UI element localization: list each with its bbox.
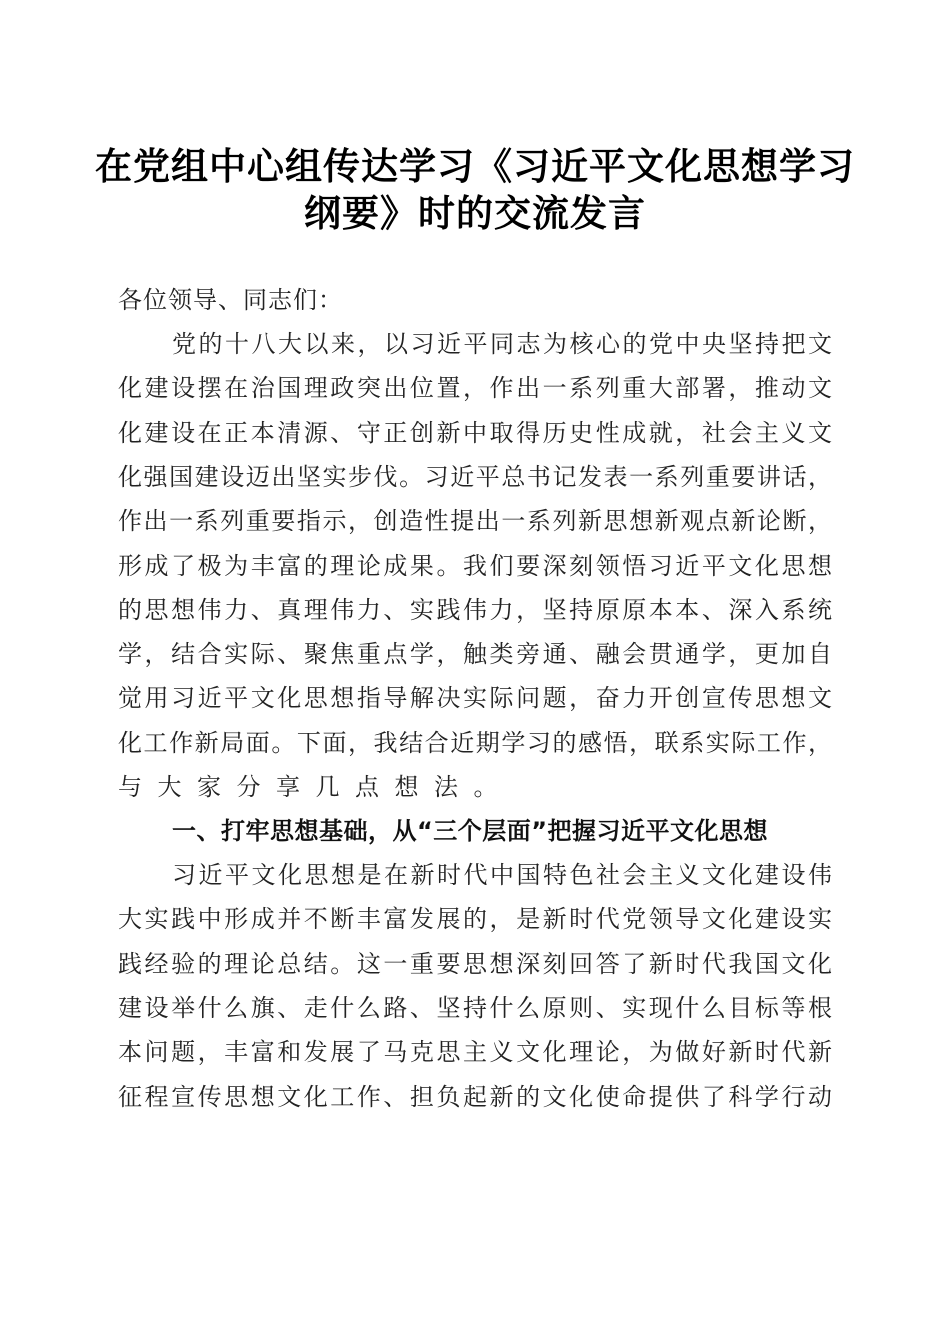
- text-line: 大实践中形成并不断丰富发展的，是新时代党领导文化建设实: [118, 905, 832, 934]
- text-line: 化建设摆在治国理政突出位置，作出一系列重大部署，推动文: [118, 374, 832, 403]
- text-line: 化建设在正本清源、守正创新中取得历史性成就，社会主义文: [118, 418, 832, 447]
- text-line: 化强国建设迈出坚实步伐。习近平总书记发表一系列重要讲话，: [118, 462, 832, 491]
- salutation: 各位领导、同志们：: [118, 286, 343, 314]
- text-line: 习近平文化思想是在新时代中国特色社会主义文化建设伟: [172, 861, 832, 889]
- text-line: 本问题，丰富和发展了马克思主义文化理论，为做好新时代新: [118, 1038, 832, 1067]
- text-line: 践经验的理论总结。这一重要思想深刻回答了新时代我国文化: [118, 949, 832, 978]
- document-title-line-1: 在党组中心组传达学习《习近平文化思想学习: [95, 144, 855, 188]
- document-title-line-2: 纲要》时的交流发言: [304, 191, 646, 235]
- text-line: 化工作新局面。下面，我结合近期学习的感悟，联系实际工作，: [118, 728, 832, 757]
- text-line: 觉用习近平文化思想指导解决实际问题，奋力开创宣传思想文: [118, 684, 832, 713]
- text-line: 形成了极为丰富的理论成果。我们要深刻领悟习近平文化思想: [118, 551, 832, 580]
- text-line: 党的十八大以来，以习近平同志为核心的党中央坚持把文: [172, 330, 832, 358]
- text-line: 作出一系列重要指示，创造性提出一系列新思想新观点新论断，: [118, 507, 832, 536]
- section-heading-1: 一、打牢思想基础，从“三个层面”把握习近平文化思想: [172, 817, 769, 845]
- text-line: 的思想伟力、真理伟力、实践伟力，坚持原原本本、深入系统: [118, 595, 832, 624]
- text-line: 征程宣传思想文化工作、担负起新的文化使命提供了科学行动: [118, 1082, 832, 1111]
- text-line: 与大家分享几点想法。: [118, 773, 513, 801]
- text-line: 建设举什么旗、走什么路、坚持什么原则、实现什么目标等根: [118, 993, 832, 1022]
- text-line: 学，结合实际、聚焦重点学，触类旁通、融会贯通学，更加自: [118, 640, 832, 669]
